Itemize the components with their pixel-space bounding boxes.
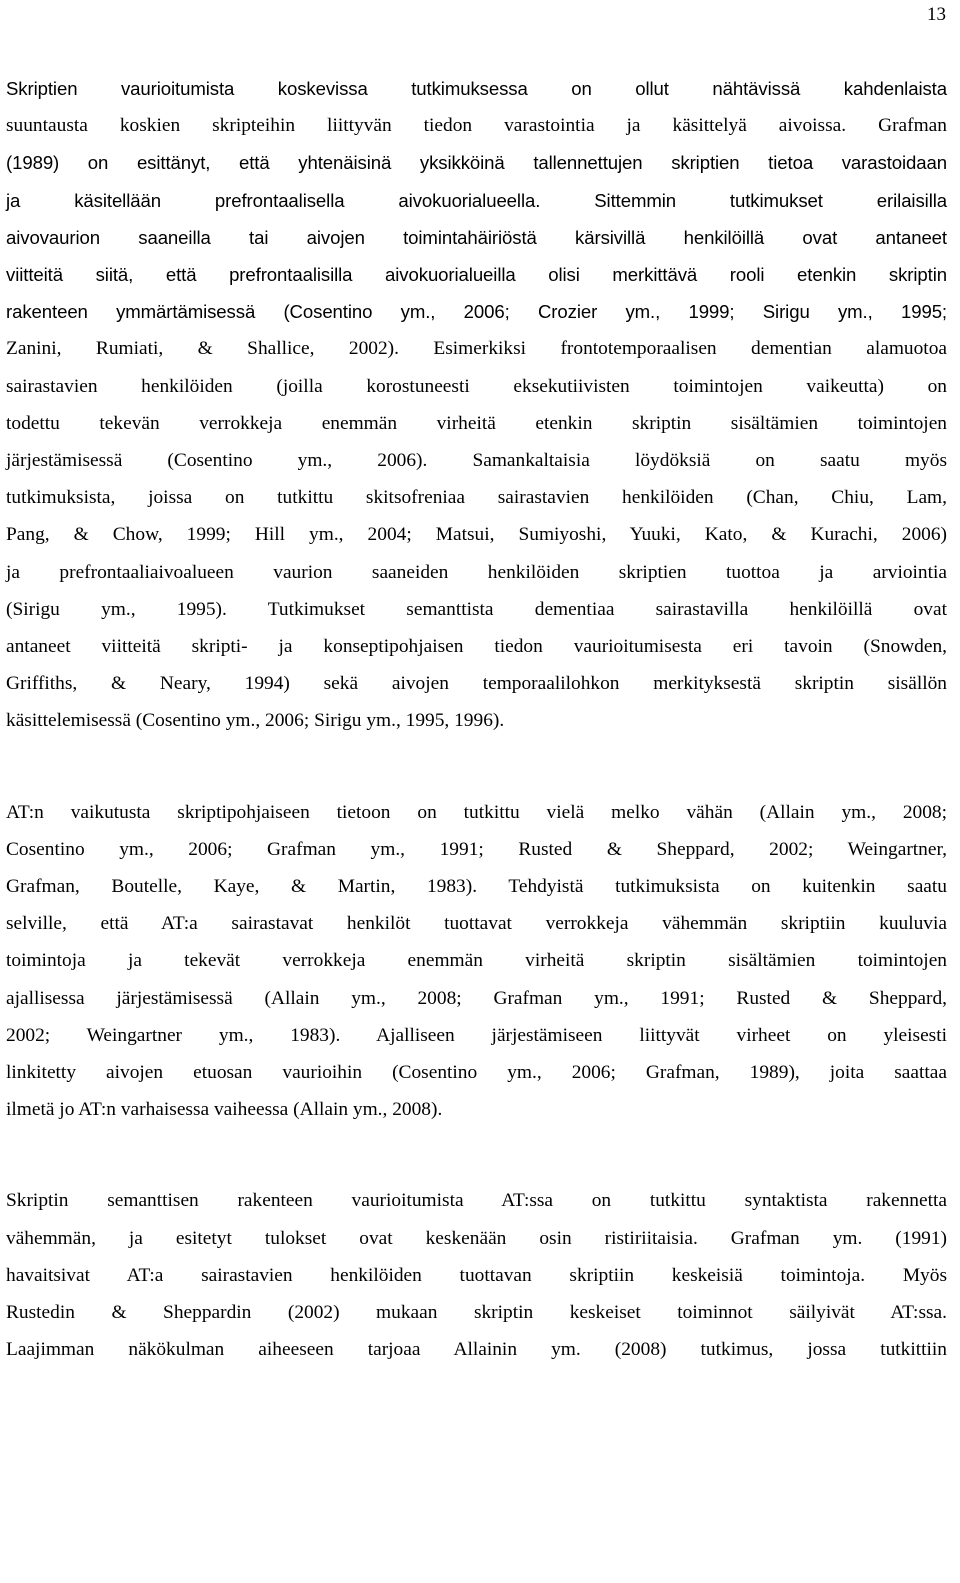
text-line: Grafman, Boutelle, Kaye, & Martin, 1983). Tehdyistä tutkimuksista on kuitenkin saatu: [6, 876, 947, 898]
page-number: 13: [927, 4, 946, 25]
text-line: selville, että AT:a sairastavat henkilöt tuottavat verrokkeja vähemmän skriptiin kuuluvia: [6, 913, 947, 935]
text-line: Laajimman näkökulman aiheeseen tarjoaa Allainin ym. (2008) tutkimus, jossa tutkittiin: [6, 1339, 947, 1361]
text-line: ilmetä jo AT:n varhaisessa vaiheessa (Allain ym., 2008).: [6, 1099, 443, 1121]
text-line: havaitsivat AT:a sairastavien henkilöiden tuottavan skriptiin keskeisiä toimintoja. Myös: [6, 1264, 947, 1286]
text-line: (Sirigu ym., 1995). Tutkimukset semanttista dementiaa sairastavilla henkilöillä ovat: [6, 598, 947, 620]
text-line: ajallisessa järjestämisessä (Allain ym., 2008; Grafman ym., 1991; Rusted & Sheppard,: [6, 987, 947, 1009]
text-line: antaneet viitteitä skripti- ja konseptipohjaisen tiedon vaurioitumisesta eri tavoin (Snowden,: [6, 636, 947, 658]
text-line: todettu tekevän verrokkeja enemmän virheitä etenkin skriptin sisältämien toimintojen: [6, 412, 947, 434]
paragraph: [6, 70, 947, 740]
text-line: AT:n vaikutusta skriptipohjaiseen tietoon on tutkittu vielä melko vähän (Allain ym., 2008;: [6, 801, 947, 823]
body-text: [6, 70, 947, 1369]
text-line: viitteitä siitä, että prefrontaalisilla aivokuorialueilla olisi merkittävä rooli etenkin skriptin: [6, 264, 947, 286]
text-line: Griffiths, & Neary, 1994) sekä aivojen temporaalilohkon merkityksestä skriptin sisällön: [6, 673, 947, 695]
paragraph: [6, 794, 947, 1129]
text-line: aivovaurion saaneilla tai aivojen toimintahäiriöstä kärsivillä henkilöillä ovat antaneet: [6, 226, 947, 248]
text-line: Pang, & Chow, 1999; Hill ym., 2004; Matsui, Sumiyoshi, Yuuki, Kato, & Kurachi, 2006): [6, 524, 947, 546]
text-line: sairastavien henkilöiden (joilla korostuneesti eksekutiivisten toimintojen vaikeutta) on: [6, 375, 947, 397]
text-line: käsittelemisessä (Cosentino ym., 2006; Sirigu ym., 1995, 1996).: [6, 710, 505, 732]
text-line: (1989) on esittänyt, että yhtenäisinä yksikköinä tallennettujen skriptien tietoa varastoidaan: [6, 152, 947, 174]
text-line: tutkimuksista, joissa on tutkittu skitsofreniaa sairastavien henkilöiden (Chan, Chiu, Lam,: [6, 487, 947, 509]
text-line: Cosentino ym., 2006; Grafman ym., 1991; Rusted & Sheppard, 2002; Weingartner,: [6, 838, 947, 860]
text-line: Skriptin semanttisen rakenteen vaurioitumista AT:ssa on tutkittu syntaktista rakennetta: [6, 1190, 947, 1212]
text-line: suuntausta koskien skripteihin liittyvän tiedon varastointia ja käsittelyä aivoissa. Grafman: [6, 115, 947, 137]
text-line: 2002; Weingartner ym., 1983). Ajalliseen järjestämiseen liittyvät virheet on yleisesti: [6, 1024, 947, 1046]
text-line: linkitetty aivojen etuosan vaurioihin (Cosentino ym., 2006; Grafman, 1989), joita saattaa: [6, 1062, 947, 1084]
text-line: rakenteen ymmärtämisessä (Cosentino ym., 2006; Crozier ym., 1999; Sirigu ym., 1995;: [6, 301, 947, 323]
text-line: Zanini, Rumiati, & Shallice, 2002). Esimerkiksi frontotemporaalisen dementian alamuotoa: [6, 338, 947, 360]
text-line: Skriptien vaurioitumista koskevissa tutkimuksessa on ollut nähtävissä kahdenlaista: [6, 78, 947, 99]
text-line: ja prefrontaaliaivoalueen vaurion saaneiden henkilöiden skriptien tuottoa ja arviointia: [6, 561, 947, 583]
text-line: toimintoja ja tekevät verrokkeja enemmän virheitä skriptin sisältämien toimintojen: [6, 950, 947, 972]
paragraph: [6, 1182, 947, 1368]
text-line: Rustedin & Sheppardin (2002) mukaan skriptin keskeiset toiminnot säilyivät AT:ssa.: [6, 1302, 947, 1324]
text-line: ja käsitellään prefrontaalisella aivokuorialueella. Sittemmin tutkimukset erilaisilla: [6, 189, 947, 211]
text-line: vähemmän, ja esitetyt tulokset ovat keskenään osin ristiriitaisia. Grafman ym. (1991): [6, 1227, 947, 1249]
text-line: järjestämisessä (Cosentino ym., 2006). Samankaltaisia löydöksiä on saatu myös: [6, 450, 947, 472]
